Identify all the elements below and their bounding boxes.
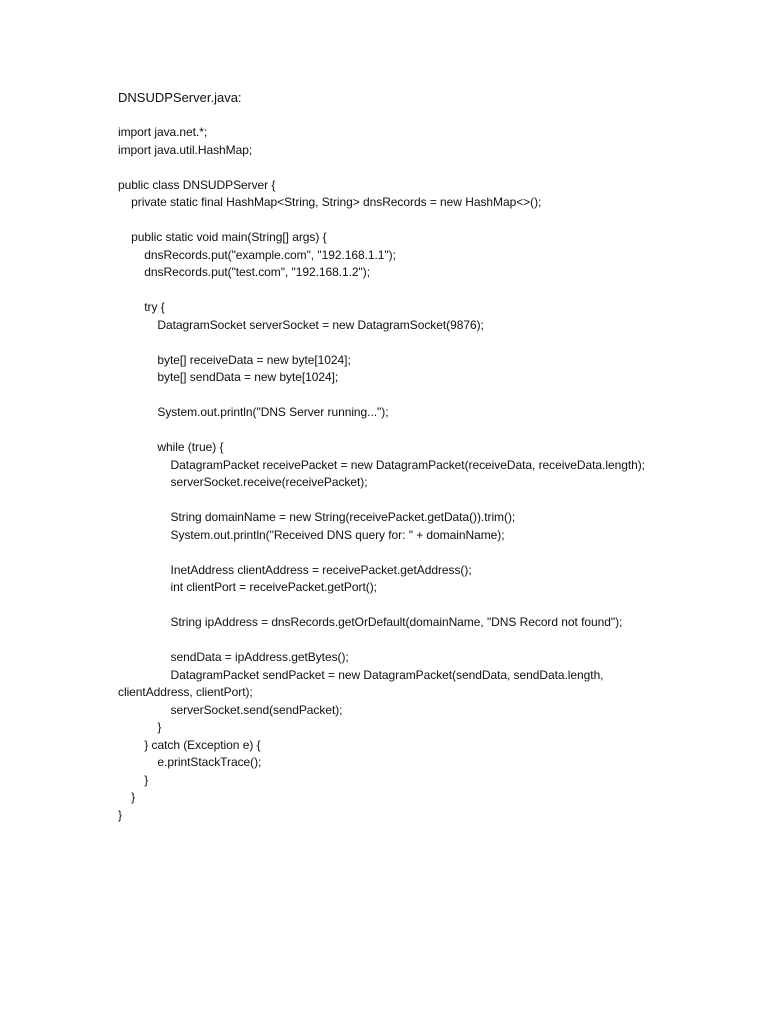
code-line: import java.util.HashMap;	[118, 142, 253, 157]
code-line: public static void main(String[] args) {	[118, 230, 327, 244]
code-line: dnsRecords.put("test.com", "192.168.1.2");	[118, 265, 370, 279]
code-line: private static final HashMap<String, String> dnsRecords = new HashMap<>();	[118, 195, 542, 209]
code-line: serverSocket.receive(receivePacket);	[118, 475, 368, 489]
document-body	[118, 89, 738, 824]
code-line: serverSocket.send(sendPacket);	[118, 702, 343, 717]
code-line: import java.net.*;	[118, 125, 208, 139]
code-line: System.out.println("DNS Server running...");	[118, 405, 389, 419]
code-line: }	[118, 772, 149, 787]
code-line: System.out.println("Received DNS query for: " + domainName);	[118, 527, 505, 542]
code-line: byte[] sendData = new byte[1024];	[118, 370, 339, 384]
code-line: try {	[118, 300, 165, 314]
code-line: DatagramPacket sendPacket = new DatagramPacket(sendData, sendData.length,	[118, 667, 604, 682]
code-line: InetAddress clientAddress = receivePacket.getAddress();	[118, 562, 472, 577]
code-line: DatagramSocket serverSocket = new DatagramSocket(9876);	[118, 317, 484, 332]
code-line: clientAddress, clientPort);	[118, 685, 253, 699]
code-line: e.printStackTrace();	[118, 755, 262, 769]
code-line	[118, 212, 738, 230]
code-line: byte[] receiveData = new byte[1024];	[118, 352, 351, 367]
code-line: public class DNSUDPServer {	[118, 177, 276, 192]
code-line	[118, 334, 738, 352]
code-line: }	[118, 807, 122, 822]
code-line	[118, 597, 738, 615]
code-line	[118, 387, 738, 405]
code-line: String ipAddress = dnsRecords.getOrDefault(domainName, "DNS Record not found");	[118, 615, 623, 629]
code-line	[118, 492, 738, 510]
code-line: sendData = ipAddress.getBytes();	[118, 650, 349, 664]
code-line	[118, 632, 738, 650]
code-line: while (true) {	[118, 440, 224, 454]
code-line	[118, 422, 738, 440]
code-line: String domainName = new String(receivePacket.getData()).trim();	[118, 510, 516, 524]
code-line	[118, 282, 738, 300]
code-line: DatagramPacket receivePacket = new DatagramPacket(receiveData, receiveData.length);	[118, 457, 645, 472]
code-line	[118, 159, 738, 177]
code-line: }	[118, 790, 136, 804]
code-line: } catch (Exception e) {	[118, 737, 261, 752]
code-line: int clientPort = receivePacket.getPort();	[118, 580, 377, 594]
code-line: dnsRecords.put("example.com", "192.168.1.1");	[118, 247, 396, 262]
document-title: DNSUDPServer.java:	[118, 90, 242, 105]
code-block	[118, 124, 738, 824]
code-line	[118, 544, 738, 562]
code-line: }	[118, 720, 162, 734]
